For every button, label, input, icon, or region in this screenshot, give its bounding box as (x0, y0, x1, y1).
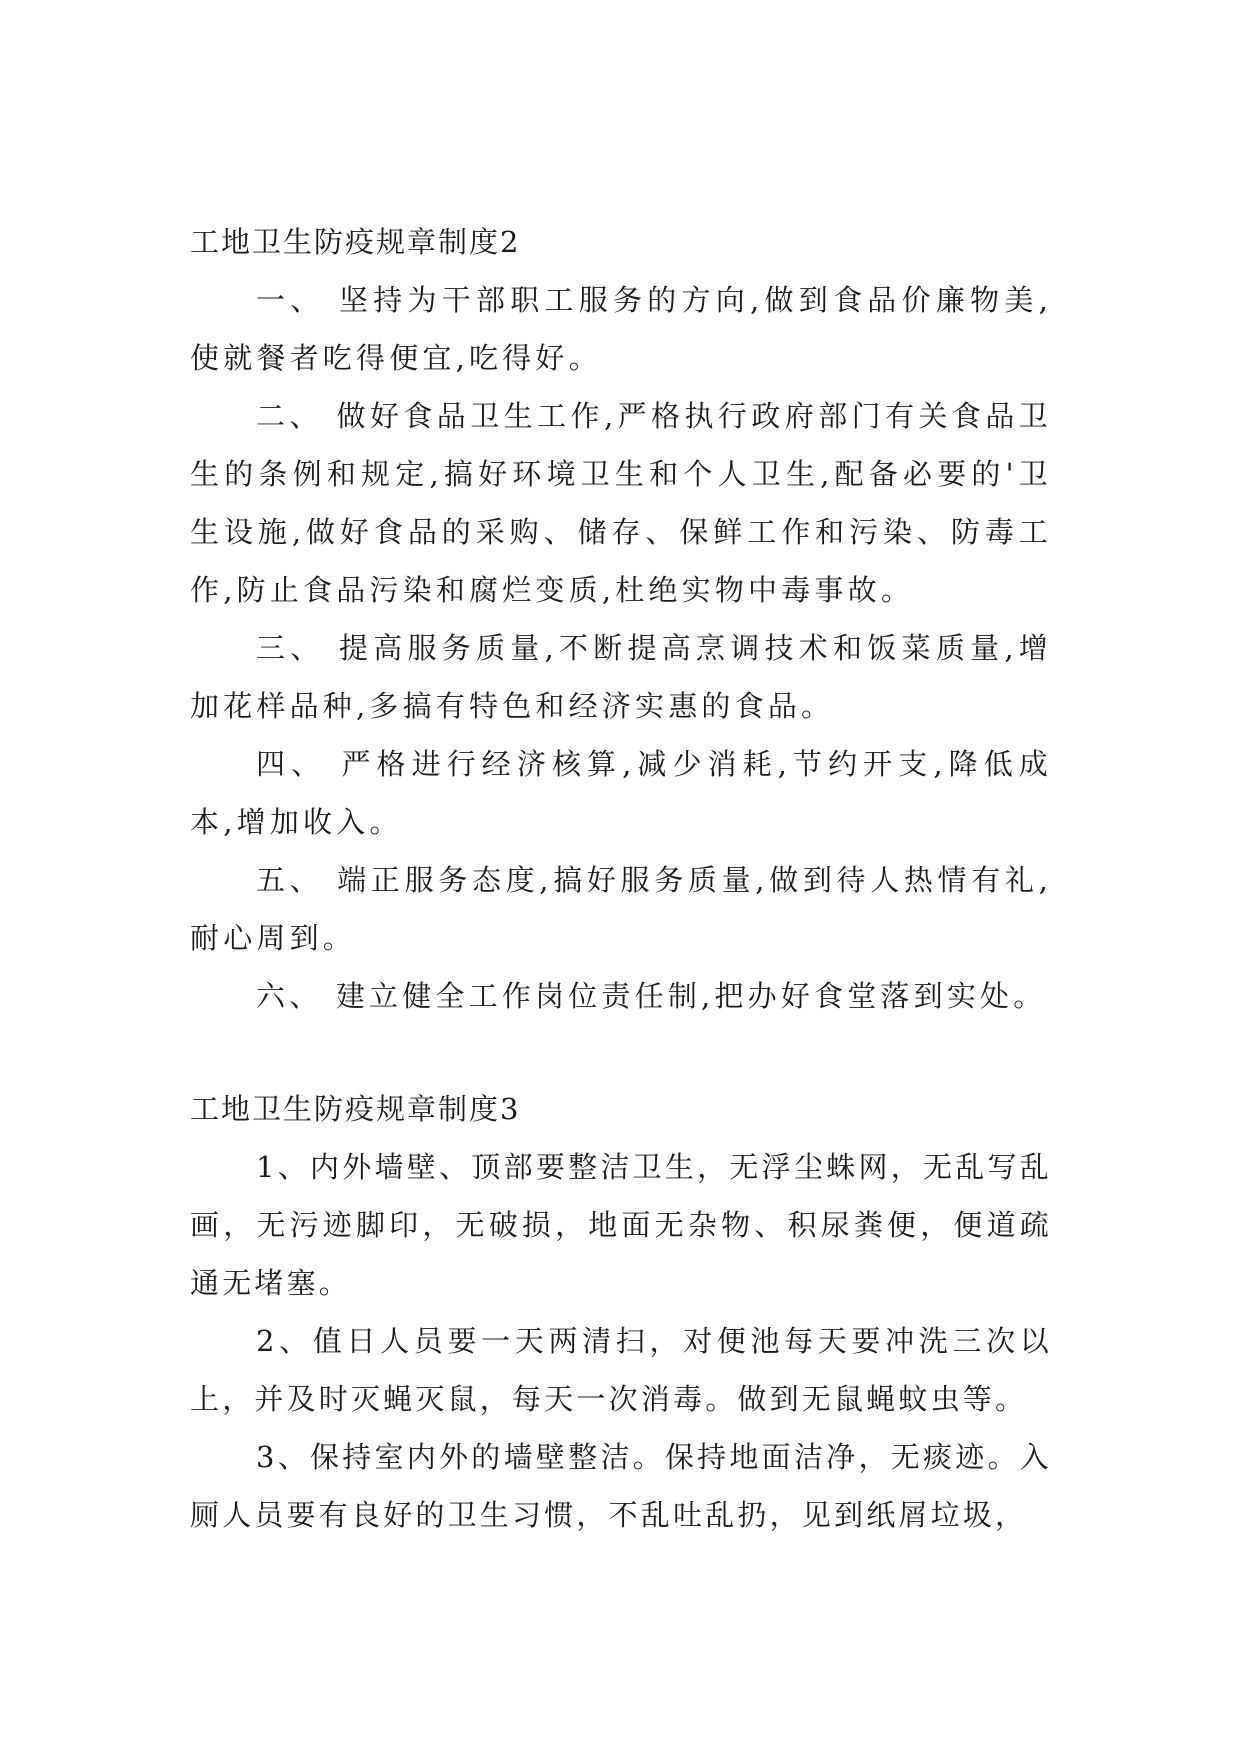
paragraph: 三、 提高服务质量,不断提高烹调技术和饭菜质量,增加花样品种,多搞有特色和经济实惠的食品。 (190, 631, 1052, 723)
paragraph: 五、 端正服务态度,搞好服务质量,做到待人热情有礼,耐心周到。 (190, 863, 1052, 955)
section-regulation-2 (190, 213, 1052, 1025)
paragraph: 3、保持室内外的墙壁整洁。保持地面洁净，无痰迹。入厕人员要有良好的卫生习惯，不乱吐乱扔，见到纸屑垃圾， (190, 1440, 1052, 1532)
paragraph: 二、 做好食品卫生工作,严格执行政府部门有关食品卫生的条例和规定,搞好环境卫生和个人卫生,配备必要的'卫生设施,做好食品的采购、储存、保鲜工作和污染、防毒工作,防止食品污染和腐烂变质,杜绝实物中毒事故。 (190, 399, 1052, 607)
paragraph: 1、内外墙壁、顶部要整洁卫生，无浮尘蛛网，无乱写乱画，无污迹脚印，无破损，地面无杂物、积尿粪便，便道疏通无堵塞。 (190, 1150, 1052, 1300)
section-regulation-3 (190, 1080, 1052, 1544)
section-title: 工地卫生防疫规章制度2 (190, 225, 521, 259)
paragraph: 一、 坚持为干部职工服务的方向,做到食品价廉物美,使就餐者吃得便宜,吃得好。 (190, 283, 1052, 375)
paragraph: 六、 建立健全工作岗位责任制,把办好食堂落到实处。 (256, 979, 1047, 1013)
paragraph: 2、值日人员要一天两清扫，对便池每天要冲洗三次以上，并及时灭蝇灭鼠，每天一次消毒。做到无鼠蝇蚊虫等。 (190, 1324, 1052, 1416)
document-body (190, 213, 1052, 1544)
section-title: 工地卫生防疫规章制度3 (190, 1092, 521, 1126)
paragraph: 四、 严格进行经济核算,减少消耗,节约开支,降低成本,增加收入。 (190, 747, 1052, 839)
